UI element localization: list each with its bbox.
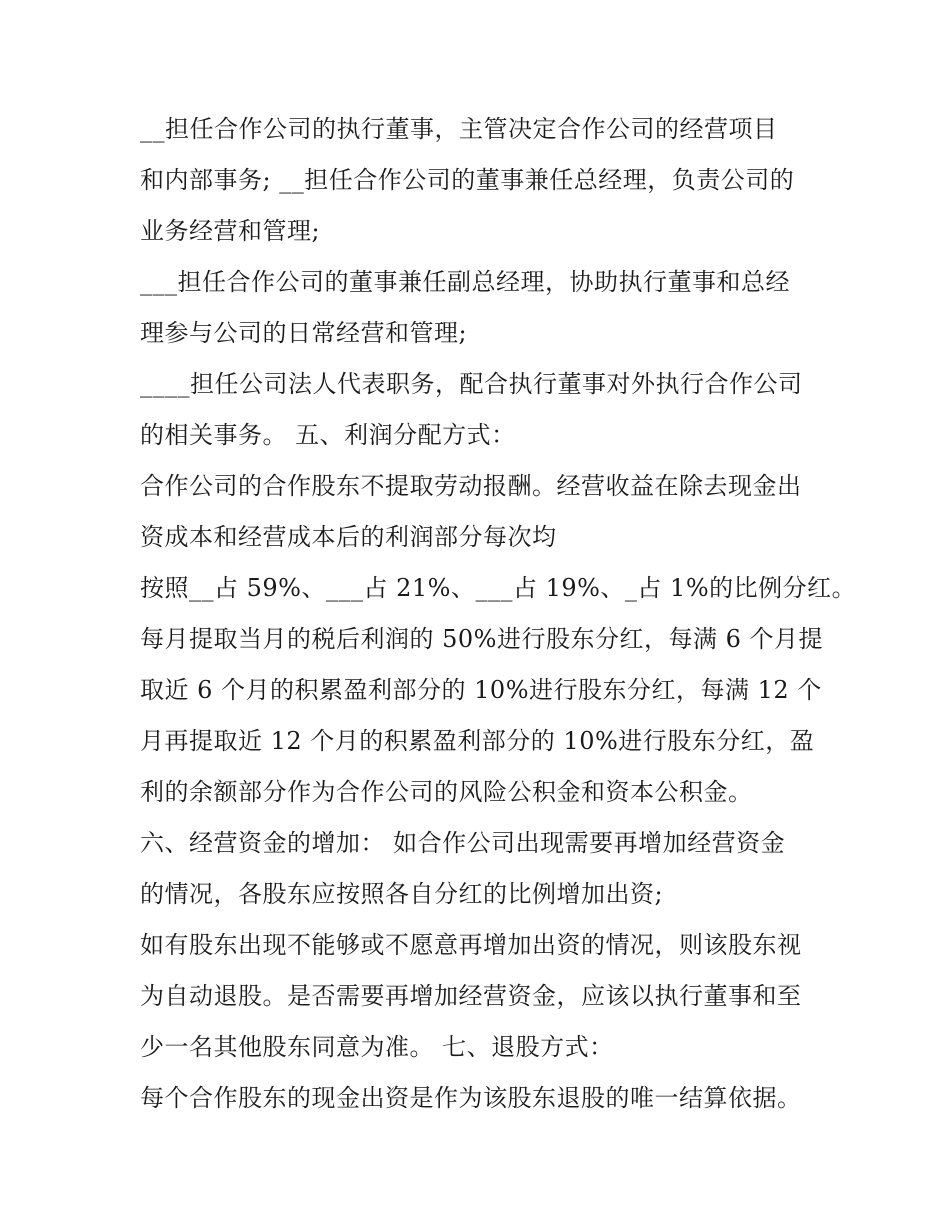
text-line: 月再提取近 12 个月的积累盈利部分的 10%进行股东分红，盈 [140,727,815,755]
text-line: ____担任公司法人代表职务，配合执行董事对外执行合作公司 [140,370,803,398]
text-line: __担任合作公司的执行董事，主管决定合作公司的经营项目 [140,115,778,143]
document-body [140,104,857,1124]
text-line: 合作公司的合作股东不提取劳动报酬。经营收益在除去现金出 [140,472,802,500]
text-line: 的情况，各股东应按照各自分红的比例增加出资; [140,880,664,908]
text-line: 每个合作股东的现金出资是作为该股东退股的唯一结算依据。 [140,1084,802,1112]
text-line: 取近 6 个月的积累盈利部分的 10%进行股东分红，每满 12 个 [140,676,822,704]
text-line: 每月提取当月的税后利润的 50%进行股东分红，每满 6 个月提 [140,625,823,653]
text-line: 按照__占 59%、___占 21%、___占 19%、_占 1%的比例分红。 [140,574,857,602]
text-line: 的相关事务。 五、利润分配方式： [140,421,516,449]
text-line: 利的余额部分作为合作公司的风险公积金和资本公积金。 [140,778,753,806]
text-line: 为自动退股。是否需要再增加经营资金，应该以执行董事和至 [140,982,802,1010]
text-line: 业务经营和管理; [140,217,321,245]
text-line: ___担任合作公司的董事兼任副总经理，协助执行董事和总经 [140,268,790,296]
text-line: 如有股东出现不能够或不愿意再增加出资的情况，则该股东视 [140,931,802,959]
text-line: 理参与公司的日常经营和管理; [140,319,468,347]
text-line: 少一名其他股东同意为准。 七、退股方式： [140,1033,614,1061]
text-line: 资成本和经营成本后的利润部分每次均 [140,523,557,551]
text-line: 六、经营资金的增加： 如合作公司出现需要再增加经营资金 [140,829,786,857]
text-line: 和内部事务; __担任合作公司的董事兼任总经理，负责公司的 [140,166,795,194]
